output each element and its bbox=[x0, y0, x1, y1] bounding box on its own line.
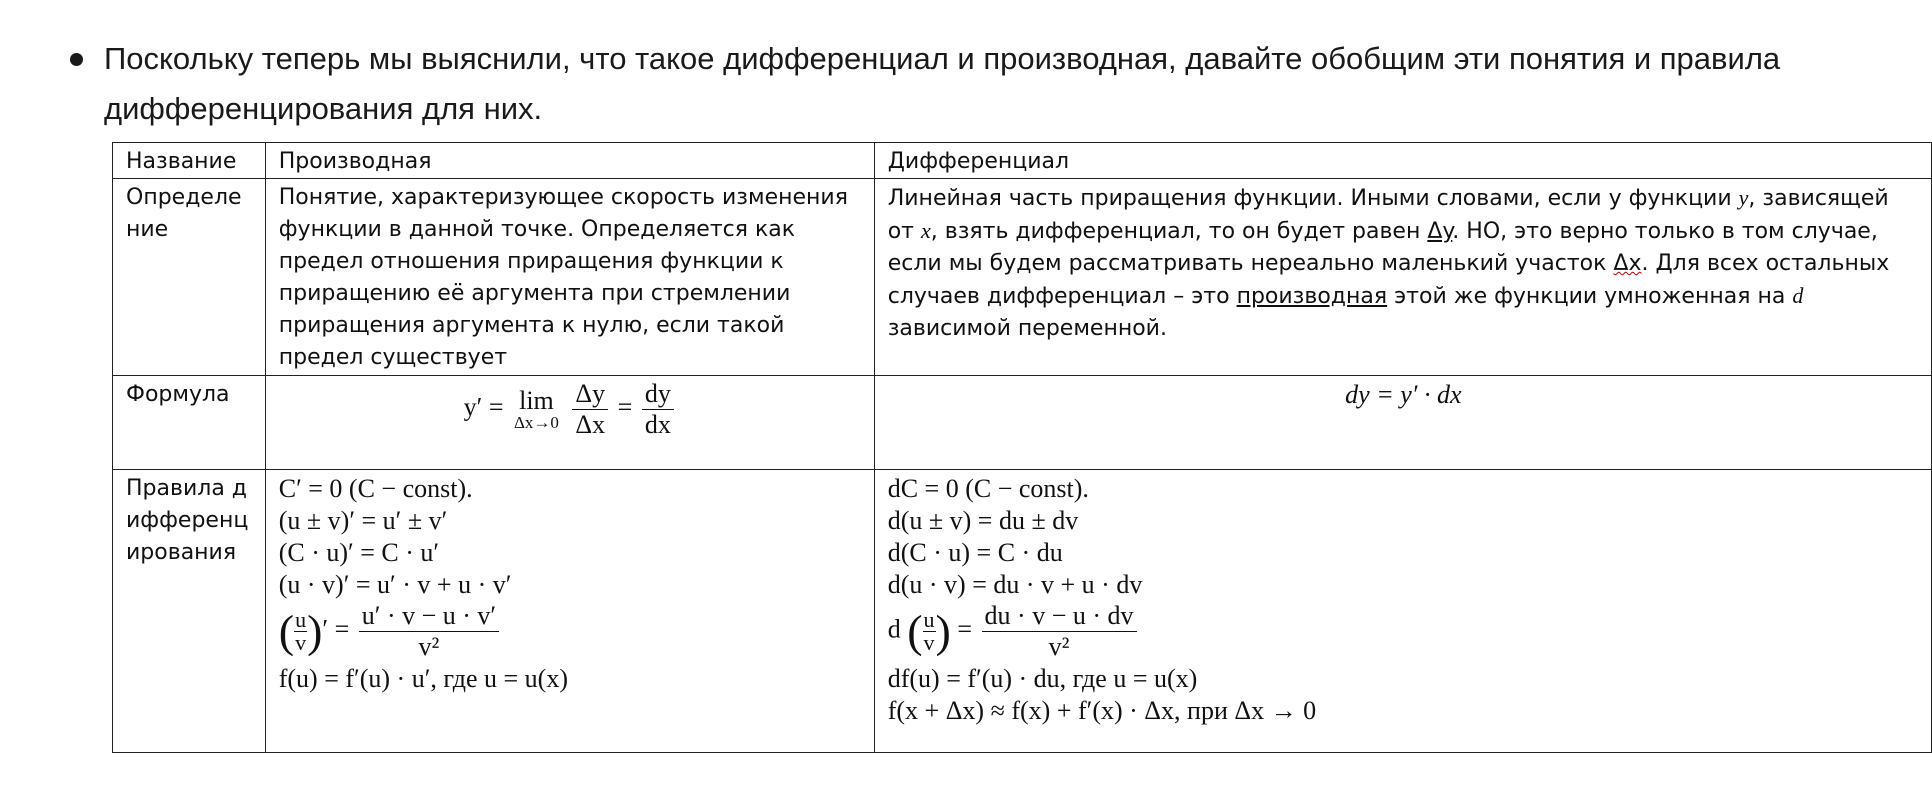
fraction-dydx-den: dx bbox=[644, 410, 671, 439]
paren-open: ( bbox=[907, 605, 923, 657]
rule5-d: d bbox=[887, 614, 901, 644]
fraction-dydx bbox=[642, 379, 674, 440]
derivative-rules bbox=[265, 470, 874, 753]
differential-rule-5 bbox=[888, 601, 1919, 663]
differential-rule-6: df(u) = f′(u) · du, где u = u(x) bbox=[887, 664, 1198, 693]
derivative-rule-2: (u ± v)′ = u′ ± v′ bbox=[278, 506, 448, 535]
differential-rule-2: d(u ± v) = du ± dv bbox=[887, 506, 1079, 535]
rule5-prime: ′ = bbox=[322, 614, 350, 644]
formula-eq: = bbox=[617, 392, 633, 422]
derivative-rule-3: (C · u)′ = C · u′ bbox=[278, 538, 440, 567]
derivative-rule-4: (u · v)′ = u′ · v + u · v′ bbox=[278, 570, 512, 599]
frac-u-v bbox=[923, 609, 936, 654]
differential-rule-1: dC = 0 (C − const). bbox=[887, 474, 1089, 503]
limit-subscript: Δx→0 bbox=[513, 412, 559, 432]
rule5-den: v² bbox=[1048, 632, 1070, 661]
derivative-link[interactable]: производная bbox=[1236, 284, 1388, 309]
frac-v: v bbox=[923, 630, 935, 655]
paren-open: ( bbox=[278, 605, 295, 657]
frac-u: u bbox=[295, 607, 307, 632]
fraction-dydx-num: dy bbox=[642, 379, 674, 410]
comparison-table bbox=[112, 142, 1932, 753]
bullet-dot bbox=[70, 53, 83, 66]
diff-def-x: x bbox=[921, 218, 931, 243]
formula-lhs: y′ = bbox=[463, 392, 504, 422]
header-name: Название bbox=[113, 143, 266, 179]
derivative-rule-1: C′ = 0 (C − const). bbox=[278, 474, 473, 503]
rule5-den: v² bbox=[418, 632, 440, 661]
diff-def-part6: этой же функции умноженная на bbox=[1387, 284, 1793, 309]
rules-row bbox=[113, 470, 1932, 753]
rule5-fraction bbox=[359, 601, 499, 662]
differential-definition bbox=[874, 179, 1931, 376]
rule5-fraction bbox=[982, 601, 1137, 662]
rule5-eq: = bbox=[957, 614, 973, 644]
diff-def-part2: , зависящей от bbox=[887, 186, 1889, 244]
fraction-delta bbox=[572, 379, 608, 440]
differential-formula: dy = y′ · dx bbox=[874, 376, 1931, 470]
frac-u-v bbox=[294, 609, 307, 654]
limit bbox=[513, 385, 559, 432]
diff-def-y: y bbox=[1738, 185, 1749, 210]
derivative-definition: Понятие, характеризующее скорость изменения функции в данной точке. Определяется как предел отношения приращения функции к приращению её аргумента при стремлении приращения аргумента к нулю, если такой предел существует bbox=[265, 179, 874, 376]
diff-def-delta-y: Δy bbox=[1427, 219, 1453, 244]
diff-def-part1: Линейная часть приращения функции. Иными словами, если у функции bbox=[887, 186, 1739, 211]
diff-def-delta-x: Δx bbox=[1613, 251, 1642, 276]
differential-rule-7: f(x + Δx) ≈ f(x) + f′(x) · Δx, при Δx → 0 bbox=[887, 696, 1317, 725]
definition-label: Определение bbox=[113, 179, 266, 376]
paren-close: ) bbox=[935, 605, 951, 657]
fraction-delta-den: Δx bbox=[575, 410, 606, 439]
formula-label: Формула bbox=[113, 376, 266, 470]
derivative-formula bbox=[265, 376, 874, 470]
header-differential: Дифференциал bbox=[874, 143, 1931, 179]
definition-row bbox=[113, 179, 1932, 376]
fraction-delta-num: Δy bbox=[572, 379, 608, 410]
diff-def-part7: зависимой переменной. bbox=[887, 316, 1167, 341]
differential-rule-4: d(u · v) = du · v + u · dv bbox=[887, 570, 1143, 599]
limit-word: lim bbox=[519, 385, 554, 415]
rules-label: Правила дифференцирования bbox=[113, 470, 266, 753]
frac-v: v bbox=[295, 630, 307, 655]
paren-close: ) bbox=[307, 605, 323, 657]
derivative-rule-6: f(u) = f′(u) · u′, где u = u(x) bbox=[278, 664, 568, 693]
diff-def-part3: , взять дифференциал, то он будет равен bbox=[930, 219, 1428, 244]
differential-rules bbox=[874, 470, 1931, 753]
rule5-num: du · v − u · dv bbox=[982, 601, 1137, 632]
formula-row bbox=[113, 376, 1932, 470]
diff-def-part5: . Для всех остальных случаев дифференциал – это bbox=[887, 251, 1890, 309]
rule5-num: u′ · v − u · v′ bbox=[359, 601, 499, 632]
table-header-row bbox=[113, 143, 1932, 179]
diff-def-d: d bbox=[1792, 283, 1804, 308]
diff-def-part4: . НО, это верно только в том случае, если мы будем рассматривать нереально маленький участок bbox=[887, 219, 1878, 276]
frac-u: u bbox=[923, 607, 935, 632]
header-derivative: Производная bbox=[265, 143, 874, 179]
intro-text: Поскольку теперь мы выяснили, что такое дифференциал и производная, давайте обобщим эти понятия и правила дифференцирования для них. bbox=[104, 41, 1781, 126]
derivative-rule-5 bbox=[279, 601, 862, 663]
differential-rule-3: d(C · u) = C · du bbox=[887, 538, 1063, 567]
